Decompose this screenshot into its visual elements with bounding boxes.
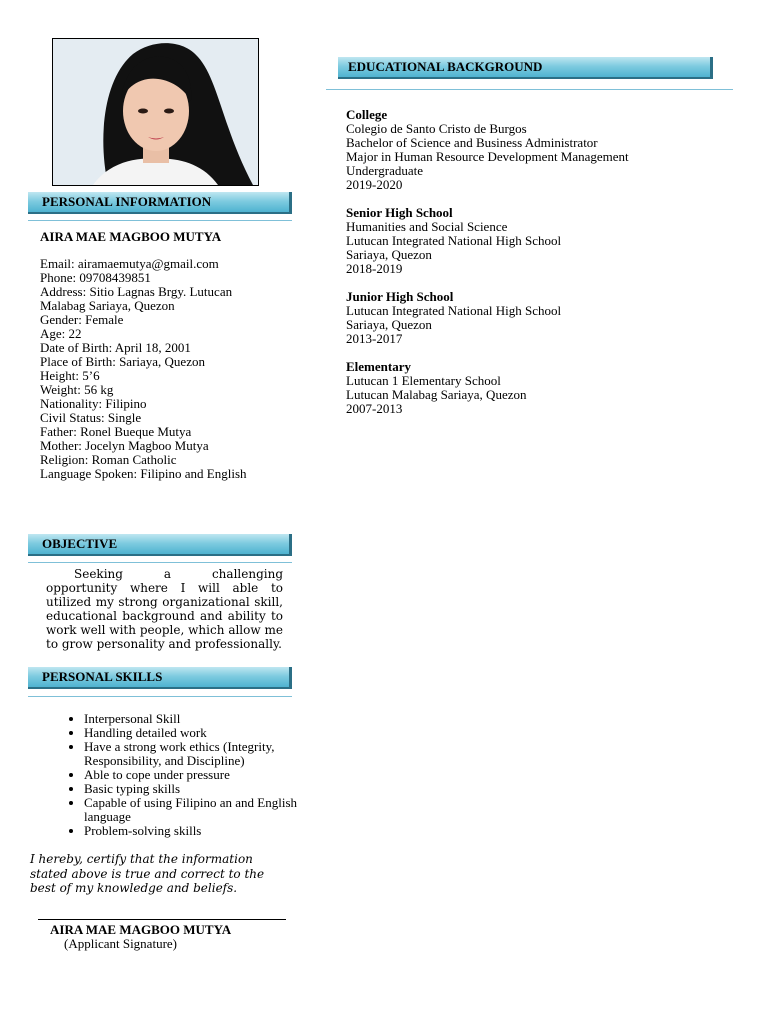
senior-high-years: 2018-2019: [346, 261, 403, 276]
address-line: Address: Sitio Lagnas Brgy. Lutucan: [40, 284, 233, 299]
objective-paragraph: Seeking a challenging opportunity where I will able to utilized my strong organizational skill, educational background and ability to work well with people, which allow me to grow personality and professionally.: [46, 567, 283, 651]
junior-high-years: 2013-2017: [346, 331, 403, 346]
elementary-title: Elementary: [346, 359, 411, 374]
email-line: Email: airamaemutya@gmail.com: [40, 256, 219, 271]
religion-line: Religion: Roman Catholic: [40, 452, 177, 467]
list-item: • Capable of using Filipino an and English language: [84, 796, 314, 824]
educational-background-header: [338, 57, 713, 79]
list-item: • Handling detailed work: [84, 726, 314, 740]
profile-photo: [52, 38, 259, 186]
signature-line: [38, 919, 286, 920]
nationality-line: Nationality: Filipino: [40, 396, 147, 411]
divider: [28, 562, 292, 563]
college-school: Colegio de Santo Cristo de Burgos: [346, 121, 527, 136]
elementary-years: 2007-2013: [346, 401, 403, 416]
weight-line: Weight: 56 kg: [40, 382, 114, 397]
signature-name: AIRA MAE MAGBOO MUTYA: [50, 922, 232, 937]
college-years: 2019-2020: [346, 177, 403, 192]
birth-date-line: Date of Birth: April 18, 2001: [40, 340, 191, 355]
list-item: • Have a strong work ethics (Integrity, Responsibility, and Discipline): [84, 740, 314, 768]
list-item: • Interpersonal Skill: [84, 712, 314, 726]
college-status: Undergraduate: [346, 163, 424, 178]
personal-skills-header: [28, 667, 292, 689]
senior-high-school: Lutucan Integrated National High School: [346, 233, 562, 248]
divider: [28, 220, 292, 221]
list-item: • Basic typing skills: [84, 782, 314, 796]
educational-background-title: EDUCATIONAL BACKGROUND: [348, 59, 543, 74]
list-item: • Problem-solving skills: [84, 824, 314, 838]
father-line: Father: Ronel Bueque Mutya: [40, 424, 192, 439]
college-major: Major in Human Resource Development Management: [346, 149, 629, 164]
junior-high-title: Junior High School: [346, 289, 454, 304]
applicant-name: AIRA MAE MAGBOO MUTYA: [40, 229, 222, 244]
objective-text: [46, 567, 283, 651]
divider: [326, 89, 733, 90]
objective-title: OBJECTIVE: [42, 536, 118, 551]
college-degree: Bachelor of Science and Business Administrator: [346, 135, 598, 150]
personal-skills-title: PERSONAL SKILLS: [42, 669, 163, 684]
divider: [28, 696, 292, 697]
junior-high-school: Lutucan Integrated National High School: [346, 303, 562, 318]
address-line-2: Malabag Sariaya, Quezon: [40, 298, 175, 313]
portrait-image: [53, 39, 258, 185]
age-line: Age: 22: [40, 326, 82, 341]
college-title: College: [346, 107, 388, 122]
certification-statement: I hereby, certify that the information stated above is true and correct to the best of my knowledge and beliefs.: [30, 852, 265, 895]
civil-status-line: Civil Status: Single: [40, 410, 142, 425]
objective-header: [28, 534, 292, 556]
gender-line: Gender: Female: [40, 312, 124, 327]
personal-information-title: PERSONAL INFORMATION: [42, 194, 212, 209]
mother-line: Mother: Jocelyn Magboo Mutya: [40, 438, 209, 453]
senior-high-title: Senior High School: [346, 205, 453, 220]
elementary-school: Lutucan 1 Elementary School: [346, 373, 501, 388]
junior-high-location: Sariaya, Quezon: [346, 317, 432, 332]
height-line: Height: 5’6: [40, 368, 100, 383]
language-line: Language Spoken: Filipino and English: [40, 466, 247, 481]
senior-high-strand: Humanities and Social Science: [346, 219, 508, 234]
signature-caption: (Applicant Signature): [64, 936, 177, 951]
skills-list: [60, 712, 314, 838]
phone-line: Phone: 09708439851: [40, 270, 151, 285]
personal-information-header: [28, 192, 292, 214]
birth-place-line: Place of Birth: Sariaya, Quezon: [40, 354, 205, 369]
list-item: • Able to cope under pressure: [84, 768, 314, 782]
elementary-location: Lutucan Malabag Sariaya, Quezon: [346, 387, 527, 402]
senior-high-location: Sariaya, Quezon: [346, 247, 432, 262]
